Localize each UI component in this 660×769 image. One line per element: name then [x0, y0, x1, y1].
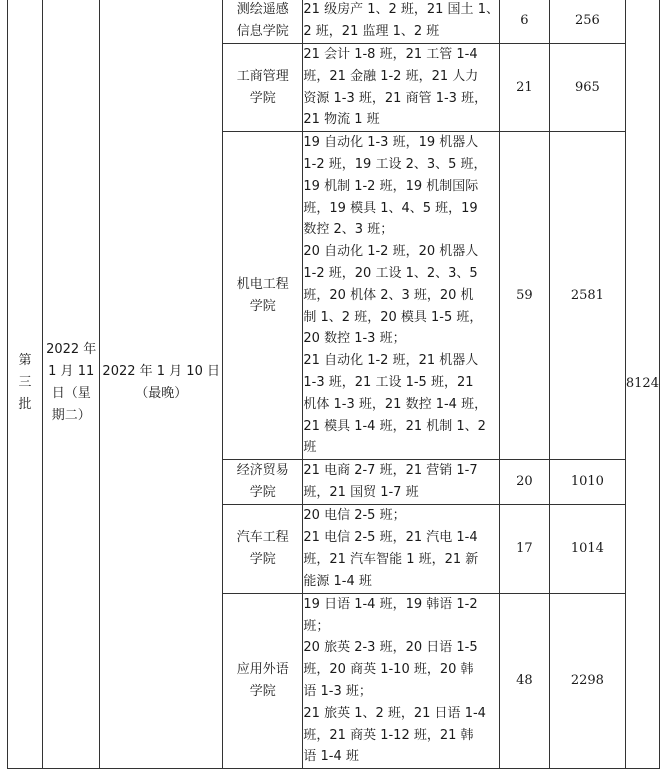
class-count: 6 — [499, 0, 549, 44]
class-count: 21 — [499, 44, 549, 132]
class-count: 20 — [499, 460, 549, 505]
student-count: 2298 — [549, 593, 625, 768]
exam-batch-table — [7, 0, 660, 769]
college-name: 经济贸易 学院 — [223, 460, 303, 505]
student-count: 2581 — [549, 132, 625, 460]
student-count: 1014 — [549, 504, 625, 593]
class-list: 21 级房产 1、2 班，21 国土 1、 2 班，21 监理 1、2 班 — [303, 0, 500, 44]
batch-total: 8124 — [625, 0, 659, 769]
batch-cell: 第 三 批 — [8, 0, 43, 769]
college-name: 机电工程 学院 — [223, 132, 303, 460]
deadline-cell: 2022 年 1 月 10 日 （最晚） — [100, 0, 223, 769]
class-count: 59 — [499, 132, 549, 460]
class-list: 21 电商 2-7 班，21 营销 1-7 班，21 国贸 1-7 班 — [303, 460, 500, 505]
class-count: 48 — [499, 593, 549, 768]
class-count: 17 — [499, 504, 549, 593]
exam-date-cell: 2022 年 1 月 11 日（星 期二） — [43, 0, 100, 769]
student-count: 965 — [549, 44, 625, 132]
class-list: 19 自动化 1-3 班，19 机器人 1-2 班，19 工设 2、3、5 班， 19 机制 1-2 班，19 机制国际 班，19 模具 1、4、5 班，19 数控 2、3 班； 20 自动化 1-2 班，20 机器人 1-2 班，20 工设 1、2、3、5 班，20 机体 2、3 班，20 机 制 1、2 班，20 模具 1-5 班， 20 数控 1-3 班； 21 自动化 1-2 班，21 机器人 1-3 班，21 工设 1-5 班，21 机体 1-3 班，21 数控 1-4 班， 21 模具 1-4 班，21 机制 1、2 班 — [303, 132, 500, 460]
class-list: 21 会计 1-8 班，21 工管 1-4 班，21 金融 1-2 班，21 人力 资源 1-3 班，21 商管 1-3 班， 21 物流 1 班 — [303, 44, 500, 132]
table-row — [8, 0, 660, 44]
student-count: 256 — [549, 0, 625, 44]
class-list: 20 电信 2-5 班； 21 电信 2-5 班，21 汽电 1-4 班，21 汽车智能 1 班，21 新 能源 1-4 班 — [303, 504, 500, 593]
college-name: 测绘遥感 信息学院 — [223, 0, 303, 44]
college-name: 应用外语 学院 — [223, 593, 303, 768]
student-count: 1010 — [549, 460, 625, 505]
class-list: 19 日语 1-4 班，19 韩语 1-2 班； 20 旅英 2-3 班，20 日语 1-5 班，20 商英 1-10 班，20 韩 语 1-3 班； 21 旅英 1、2 班，21 日语 1-4 班，21 商英 1-12 班，21 韩 语 1-4 班 — [303, 593, 500, 768]
college-name: 工商管理 学院 — [223, 44, 303, 132]
college-name: 汽车工程 学院 — [223, 504, 303, 593]
